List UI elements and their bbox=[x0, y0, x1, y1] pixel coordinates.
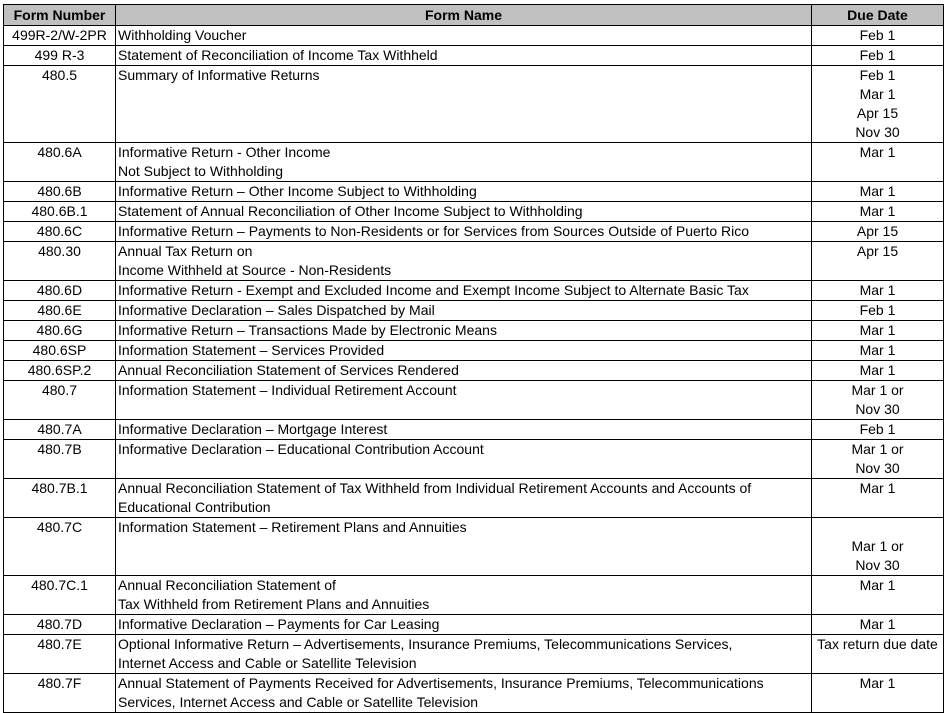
form-name-cell bbox=[116, 615, 812, 635]
table-row bbox=[4, 440, 944, 479]
form-name-cell bbox=[116, 674, 812, 713]
form-name-cell bbox=[116, 440, 812, 479]
due-date-line: Mar 1 bbox=[859, 86, 896, 102]
form-name-line: Annual Reconciliation Statement of Services Rendered bbox=[118, 362, 459, 378]
due-date-line: Mar 1 or bbox=[851, 538, 904, 554]
due-date-line: Mar 1 bbox=[859, 480, 896, 496]
table-row bbox=[4, 518, 944, 576]
table-row bbox=[4, 341, 944, 361]
table-row bbox=[4, 576, 944, 615]
table-row bbox=[4, 301, 944, 321]
form-number-cell: 480.6E bbox=[4, 301, 116, 321]
due-date-cell bbox=[812, 576, 944, 615]
due-date-line: Nov 30 bbox=[855, 557, 900, 573]
form-name-line: Annual Reconciliation Statement of bbox=[118, 577, 336, 593]
due-date-cell bbox=[812, 26, 944, 46]
due-date-line: Mar 1 bbox=[859, 322, 896, 338]
due-date-line: Tax return due date bbox=[817, 636, 938, 652]
form-name-cell bbox=[116, 46, 812, 66]
form-name-cell bbox=[116, 202, 812, 222]
form-number-cell: 480.6G bbox=[4, 321, 116, 341]
form-name-cell bbox=[116, 420, 812, 440]
due-date-line: Nov 30 bbox=[855, 124, 900, 140]
due-date-line: Feb 1 bbox=[859, 67, 896, 83]
due-date-cell bbox=[812, 202, 944, 222]
form-name-cell bbox=[116, 361, 812, 381]
table-row bbox=[4, 674, 944, 713]
due-date-line bbox=[814, 518, 941, 537]
due-date-line: Mar 1 bbox=[859, 342, 896, 358]
table-row bbox=[4, 46, 944, 66]
form-number-cell: 480.7C bbox=[4, 518, 116, 576]
form-name-line: Informative Return – Other Income Subject to Withholding bbox=[118, 183, 477, 199]
table-row bbox=[4, 26, 944, 46]
due-date-cell bbox=[812, 440, 944, 479]
form-name-cell bbox=[116, 635, 812, 674]
form-name-cell bbox=[116, 321, 812, 341]
due-date-cell bbox=[812, 46, 944, 66]
form-name-line: Statement of Reconciliation of Income Tax Withheld bbox=[118, 47, 438, 63]
form-number-cell: 499R-2/W-2PR bbox=[4, 26, 116, 46]
form-number-cell: 499 R-3 bbox=[4, 46, 116, 66]
form-name-line: Informative Return – Transactions Made by Electronic Means bbox=[118, 322, 497, 338]
form-number-cell: 480.6B.1 bbox=[4, 202, 116, 222]
due-date-cell bbox=[812, 281, 944, 301]
form-name-line: Optional Informative Return – Advertisements, Insurance Premiums, Telecommunications Services, bbox=[118, 636, 733, 652]
form-name-line: Information Statement – Services Provided bbox=[118, 342, 385, 358]
table-row bbox=[4, 321, 944, 341]
form-name-line: Summary of Informative Returns bbox=[118, 67, 320, 83]
table-row bbox=[4, 222, 944, 242]
due-date-line: Feb 1 bbox=[859, 421, 896, 437]
form-name-line: Annual Tax Return on bbox=[118, 243, 253, 259]
forms-table bbox=[3, 4, 944, 713]
due-date-line: Mar 1 bbox=[859, 183, 896, 199]
due-date-line: Mar 1 bbox=[859, 282, 896, 298]
form-name-line: Information Statement – Individual Retirement Account bbox=[118, 382, 457, 398]
table-row bbox=[4, 635, 944, 674]
table-row bbox=[4, 143, 944, 182]
form-name-line: Not Subject to Withholding bbox=[118, 163, 283, 179]
form-number-cell: 480.7F bbox=[4, 674, 116, 713]
form-name-line: Tax Withheld from Retirement Plans and Annuities bbox=[118, 596, 430, 612]
due-date-cell bbox=[812, 242, 944, 281]
due-date-cell bbox=[812, 674, 944, 713]
form-name-cell bbox=[116, 182, 812, 202]
form-name-cell bbox=[116, 281, 812, 301]
due-date-cell bbox=[812, 66, 944, 143]
table-row bbox=[4, 361, 944, 381]
due-date-cell bbox=[812, 361, 944, 381]
form-number-cell: 480.7A bbox=[4, 420, 116, 440]
due-date-line: Apr 15 bbox=[856, 105, 899, 121]
form-number-cell: 480.6C bbox=[4, 222, 116, 242]
due-date-cell bbox=[812, 341, 944, 361]
form-number-cell: 480.6SP.2 bbox=[4, 361, 116, 381]
table-row bbox=[4, 182, 944, 202]
form-name-line: Informative Return – Payments to Non-Residents or for Services from Sources Outside of Puerto Rico bbox=[118, 223, 750, 239]
form-name-line: Information Statement – Retirement Plans and Annuities bbox=[118, 519, 467, 535]
form-name-cell bbox=[116, 576, 812, 615]
due-date-cell bbox=[812, 518, 944, 576]
table-row bbox=[4, 242, 944, 281]
form-name-line: Withholding Voucher bbox=[118, 27, 247, 43]
due-date-line: Mar 1 bbox=[859, 577, 896, 593]
form-name-cell bbox=[116, 341, 812, 361]
form-number-cell: 480.30 bbox=[4, 242, 116, 281]
form-name-line: Annual Reconciliation Statement of Tax Withheld from Individual Retirement Accounts and Accounts of bbox=[118, 480, 752, 496]
due-date-cell bbox=[812, 381, 944, 420]
due-date-line: Feb 1 bbox=[859, 47, 896, 63]
form-name-line: Informative Declaration – Sales Dispatched by Mail bbox=[118, 302, 435, 318]
due-date-line: Mar 1 bbox=[859, 675, 896, 691]
due-date-line: Mar 1 bbox=[859, 144, 896, 160]
header-due-date: Due Date bbox=[812, 5, 944, 26]
table-row bbox=[4, 202, 944, 222]
due-date-line: Mar 1 or bbox=[851, 441, 904, 457]
form-number-cell: 480.5 bbox=[4, 66, 116, 143]
due-date-cell bbox=[812, 479, 944, 518]
table-body bbox=[4, 26, 944, 713]
form-name-line: Informative Declaration – Mortgage Interest bbox=[118, 421, 388, 437]
form-name-cell bbox=[116, 301, 812, 321]
table-row bbox=[4, 420, 944, 440]
form-number-cell: 480.7 bbox=[4, 381, 116, 420]
form-number-cell: 480.6D bbox=[4, 281, 116, 301]
form-name-cell bbox=[116, 222, 812, 242]
form-name-line: Statement of Annual Reconciliation of Other Income Subject to Withholding bbox=[118, 203, 583, 219]
form-name-line: Educational Contribution bbox=[118, 499, 271, 515]
form-name-cell bbox=[116, 66, 812, 143]
header-form-name: Form Name bbox=[116, 5, 812, 26]
form-name-line: Services, Internet Access and Cable or Satellite Television bbox=[118, 694, 479, 710]
due-date-line: Feb 1 bbox=[859, 27, 896, 43]
form-name-line: Income Withheld at Source - Non-Residents bbox=[118, 262, 392, 278]
due-date-line: Nov 30 bbox=[855, 460, 900, 476]
form-name-cell bbox=[116, 242, 812, 281]
header-form-number: Form Number bbox=[4, 5, 116, 26]
form-name-line: Annual Statement of Payments Received for Advertisements, Insurance Premiums, Telecommunications bbox=[118, 675, 764, 691]
due-date-line: Apr 15 bbox=[856, 243, 899, 259]
due-date-cell bbox=[812, 143, 944, 182]
due-date-line: Feb 1 bbox=[859, 302, 896, 318]
due-date-cell bbox=[812, 222, 944, 242]
due-date-cell bbox=[812, 321, 944, 341]
table-row bbox=[4, 281, 944, 301]
form-name-line: Informative Return - Exempt and Excluded Income and Exempt Income Subject to Alternate Basic Tax bbox=[118, 282, 749, 298]
form-number-cell: 480.7B.1 bbox=[4, 479, 116, 518]
due-date-cell bbox=[812, 301, 944, 321]
form-number-cell: 480.6B bbox=[4, 182, 116, 202]
form-name-cell bbox=[116, 381, 812, 420]
form-number-cell: 480.6A bbox=[4, 143, 116, 182]
form-number-cell: 480.7D bbox=[4, 615, 116, 635]
form-name-line: Informative Return - Other Income bbox=[118, 144, 331, 160]
form-name-line: Informative Declaration – Educational Contribution Account bbox=[118, 441, 484, 457]
form-name-cell bbox=[116, 143, 812, 182]
header-row bbox=[4, 5, 944, 26]
due-date-cell bbox=[812, 420, 944, 440]
form-number-cell: 480.7E bbox=[4, 635, 116, 674]
due-date-cell bbox=[812, 182, 944, 202]
form-name-cell bbox=[116, 26, 812, 46]
due-date-line: Mar 1 or bbox=[851, 382, 904, 398]
due-date-line: Mar 1 bbox=[859, 203, 896, 219]
table-row bbox=[4, 615, 944, 635]
form-number-cell: 480.6SP bbox=[4, 341, 116, 361]
due-date-line: Mar 1 bbox=[859, 616, 896, 632]
form-name-line: Informative Declaration – Payments for Car Leasing bbox=[118, 616, 440, 632]
form-number-cell: 480.7C.1 bbox=[4, 576, 116, 615]
due-date-cell bbox=[812, 635, 944, 674]
form-name-cell bbox=[116, 518, 812, 576]
due-date-line: Apr 15 bbox=[856, 223, 899, 239]
due-date-line: Nov 30 bbox=[855, 401, 900, 417]
form-number-cell: 480.7B bbox=[4, 440, 116, 479]
table-row bbox=[4, 381, 944, 420]
table-row bbox=[4, 66, 944, 143]
table-row bbox=[4, 479, 944, 518]
form-name-cell bbox=[116, 479, 812, 518]
due-date-line: Mar 1 bbox=[859, 362, 896, 378]
due-date-cell bbox=[812, 615, 944, 635]
form-name-line: Internet Access and Cable or Satellite Television bbox=[118, 655, 417, 671]
